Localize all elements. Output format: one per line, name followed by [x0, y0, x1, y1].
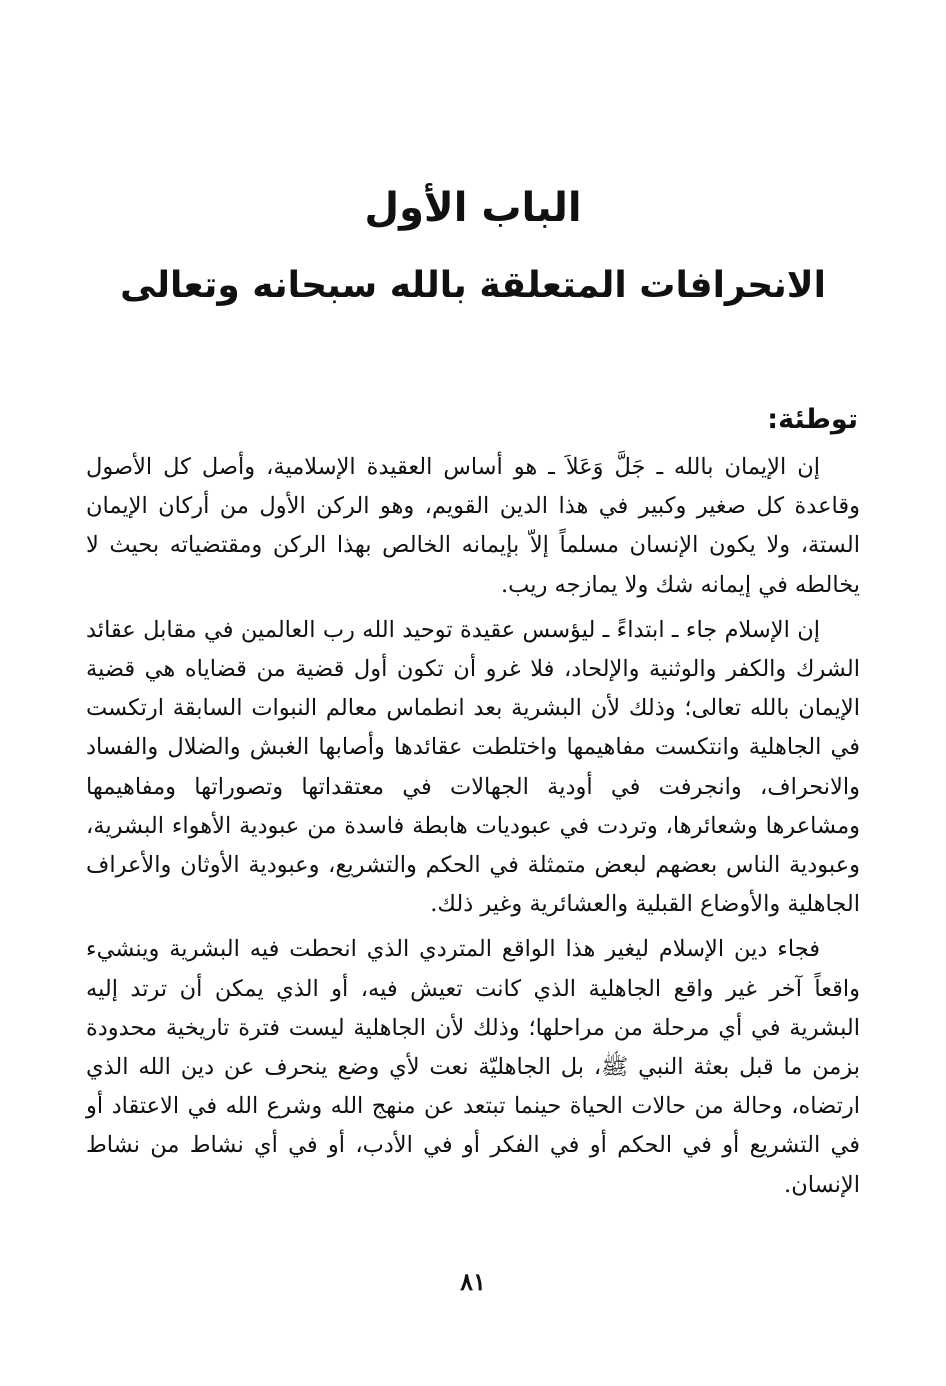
paragraph-1: إن الإيمان بالله ـ جَلَّ وَعَلاَ ـ هو أساس العقيدة الإسلامية، وأصل كل الأصول وقاعدة كل صغير وكبير في هذا الدين القويم، وهو الركن الأول من أركان الإيمان الستة، ولا يكون الإنسان مسلماً إلاّ بإيمانه الخالص بهذا الركن ومقتضياته بحيث لا يخالطه في إيمانه شك ولا يمازجه ريب. — [86, 454, 860, 598]
paragraph-3: فجاء دين الإسلام ليغير هذا الواقع المتردي الذي انحطت فيه البشرية وينشيء واقعاً آخر غير واقع الجاهلية الذي كانت تعيش فيه، أو الذي يمكن أن ترتد إليه البشرية في أي مرحلة من مراحلها؛ وذلك لأن الجاهلية ليست فترة تاريخية محدودة بزمن ما قبل بعثة النبي ﷺ، بل الجاهليّة نعت لأي وضع ينحرف عن دين الله الذي ارتضاه، وحالة من حالات الحياة حينما تبتعد عن منهج الله وشرع الله في الاعتقاد أو في التشريع أو في الحكم أو في الفكر أو في الأدب، أو في أي نشاط من نشاط الإنسان. — [86, 936, 860, 1198]
chapter-title: الباب الأول — [364, 185, 582, 231]
section-heading: توطئة: — [767, 404, 858, 435]
paragraph-2: إن الإسلام جاء ـ ابتداءً ـ ليؤسس عقيدة توحيد الله رب العالمين في مقابل عقائد الشرك والكفر والوثنية والإلحاد، فلا غرو أن تكون أول قضية من قضاياه هي قضية الإيمان بالله تعالى؛ وذلك لأن البشرية بعد انطماس معالم النبوات السابقة ارتكست في الجاهلية وانتكست مفاهيمها واختلطت عقائدها وأصابها الغبش والضلال والفساد والانحراف، وانجرفت في أودية الجهالات في معتقداتها وتصوراتها ومفاهيمها ومشاعرها وشعائرها، وتردت في عبوديات هابطة فاسدة من عبودية الأهواء البشرية، وعبودية الناس بعضهم لبعض متمثلة في الحكم والتشريع، وعبودية الأوثان والأعراف الجاهلية والأوضاع القبلية والعشائرية وغير ذلك. — [86, 616, 860, 918]
page-number: ٨١ — [460, 1267, 486, 1296]
chapter-subtitle: الانحرافات المتعلقة بالله سبحانه وتعالى — [120, 265, 826, 306]
body-text — [86, 448, 860, 1211]
